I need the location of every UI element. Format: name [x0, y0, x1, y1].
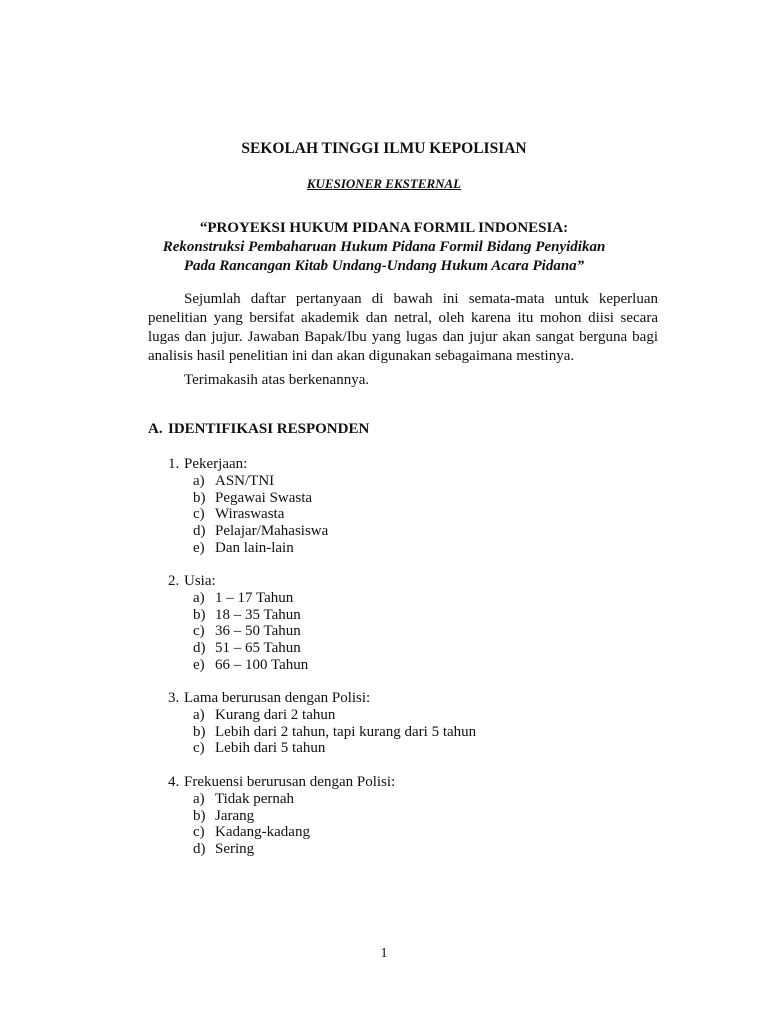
- question-text: Frekuensi berurusan dengan Polisi:: [184, 774, 396, 790]
- section-title: IDENTIFIKASI RESPONDEN: [168, 421, 370, 437]
- thanks-text: Terimakasih atas berkenannya.: [184, 372, 370, 388]
- option-item: b) 18 – 35 Tahun: [193, 606, 301, 623]
- option-item: e) 66 – 100 Tahun: [193, 656, 309, 673]
- option-item: c) 36 – 50 Tahun: [193, 623, 301, 640]
- option-item: c) Wiraswasta: [193, 506, 285, 523]
- question-number: 2.: [168, 573, 180, 589]
- questionnaire-type: KUESIONER EKSTERNAL: [306, 176, 462, 191]
- question-text: Pekerjaan:: [184, 456, 248, 472]
- option-item: b) Lebih dari 2 tahun, tapi kurang dari 5 tahun: [193, 723, 477, 740]
- question-3: [168, 690, 476, 757]
- option-item: b) Pegawai Swasta: [193, 489, 313, 506]
- page-number: 1: [380, 946, 388, 961]
- research-title-line-2: Rekonstruksi Pembaharuan Hukum Pidana Formil Bidang Penyidikan: [162, 239, 606, 255]
- question-2: [168, 573, 308, 674]
- question-text: Lama berurusan dengan Polisi:: [184, 690, 371, 706]
- research-title: [0, 219, 768, 276]
- option-item: d) 51 – 65 Tahun: [193, 640, 301, 657]
- option-item: a) Tidak pernah: [193, 790, 295, 807]
- question-text: Usia:: [184, 573, 216, 589]
- question-number: 4.: [168, 774, 180, 790]
- institution-heading: SEKOLAH TINGGI ILMU KEPOLISIAN: [241, 140, 527, 157]
- question-1: [168, 456, 328, 557]
- option-item: a) ASN/TNI: [193, 472, 275, 489]
- option-item: b) Jarang: [193, 807, 255, 824]
- option-item: a) 1 – 17 Tahun: [193, 589, 294, 606]
- research-title-line-1: “PROYEKSI HUKUM PIDANA FORMIL INDONESIA:: [199, 220, 569, 236]
- option-item: e) Dan lain-lain: [193, 539, 294, 556]
- question-4: [168, 774, 395, 858]
- intro-paragraph: [148, 290, 658, 366]
- section-heading: [148, 421, 369, 438]
- option-item: c) Kadang-kadang: [193, 824, 310, 841]
- option-item: d) Pelajar/Mahasiswa: [193, 523, 329, 540]
- option-item: c) Lebih dari 5 tahun: [193, 740, 326, 757]
- section-letter: A.: [148, 421, 163, 437]
- option-item: d) Sering: [193, 841, 255, 858]
- question-number: 1.: [168, 456, 180, 472]
- intro-text: Sejumlah daftar pertanyaan di bawah ini semata-mata untuk keperluan penelitian yang bersifat akademik dan netral, oleh karena itu mohon diisi secara lugas dan jujur. Jawaban Bapak/Ibu yang lugas dan jujur akan sangat berguna bagi analisis hasil penelitian ini dan akan digunakan sebagaimana mestinya.: [148, 291, 658, 364]
- research-title-line-3: Pada Rancangan Kitab Undang-Undang Hukum Acara Pidana”: [183, 258, 585, 274]
- option-item: a) Kurang dari 2 tahun: [193, 706, 336, 723]
- question-number: 3.: [168, 690, 180, 706]
